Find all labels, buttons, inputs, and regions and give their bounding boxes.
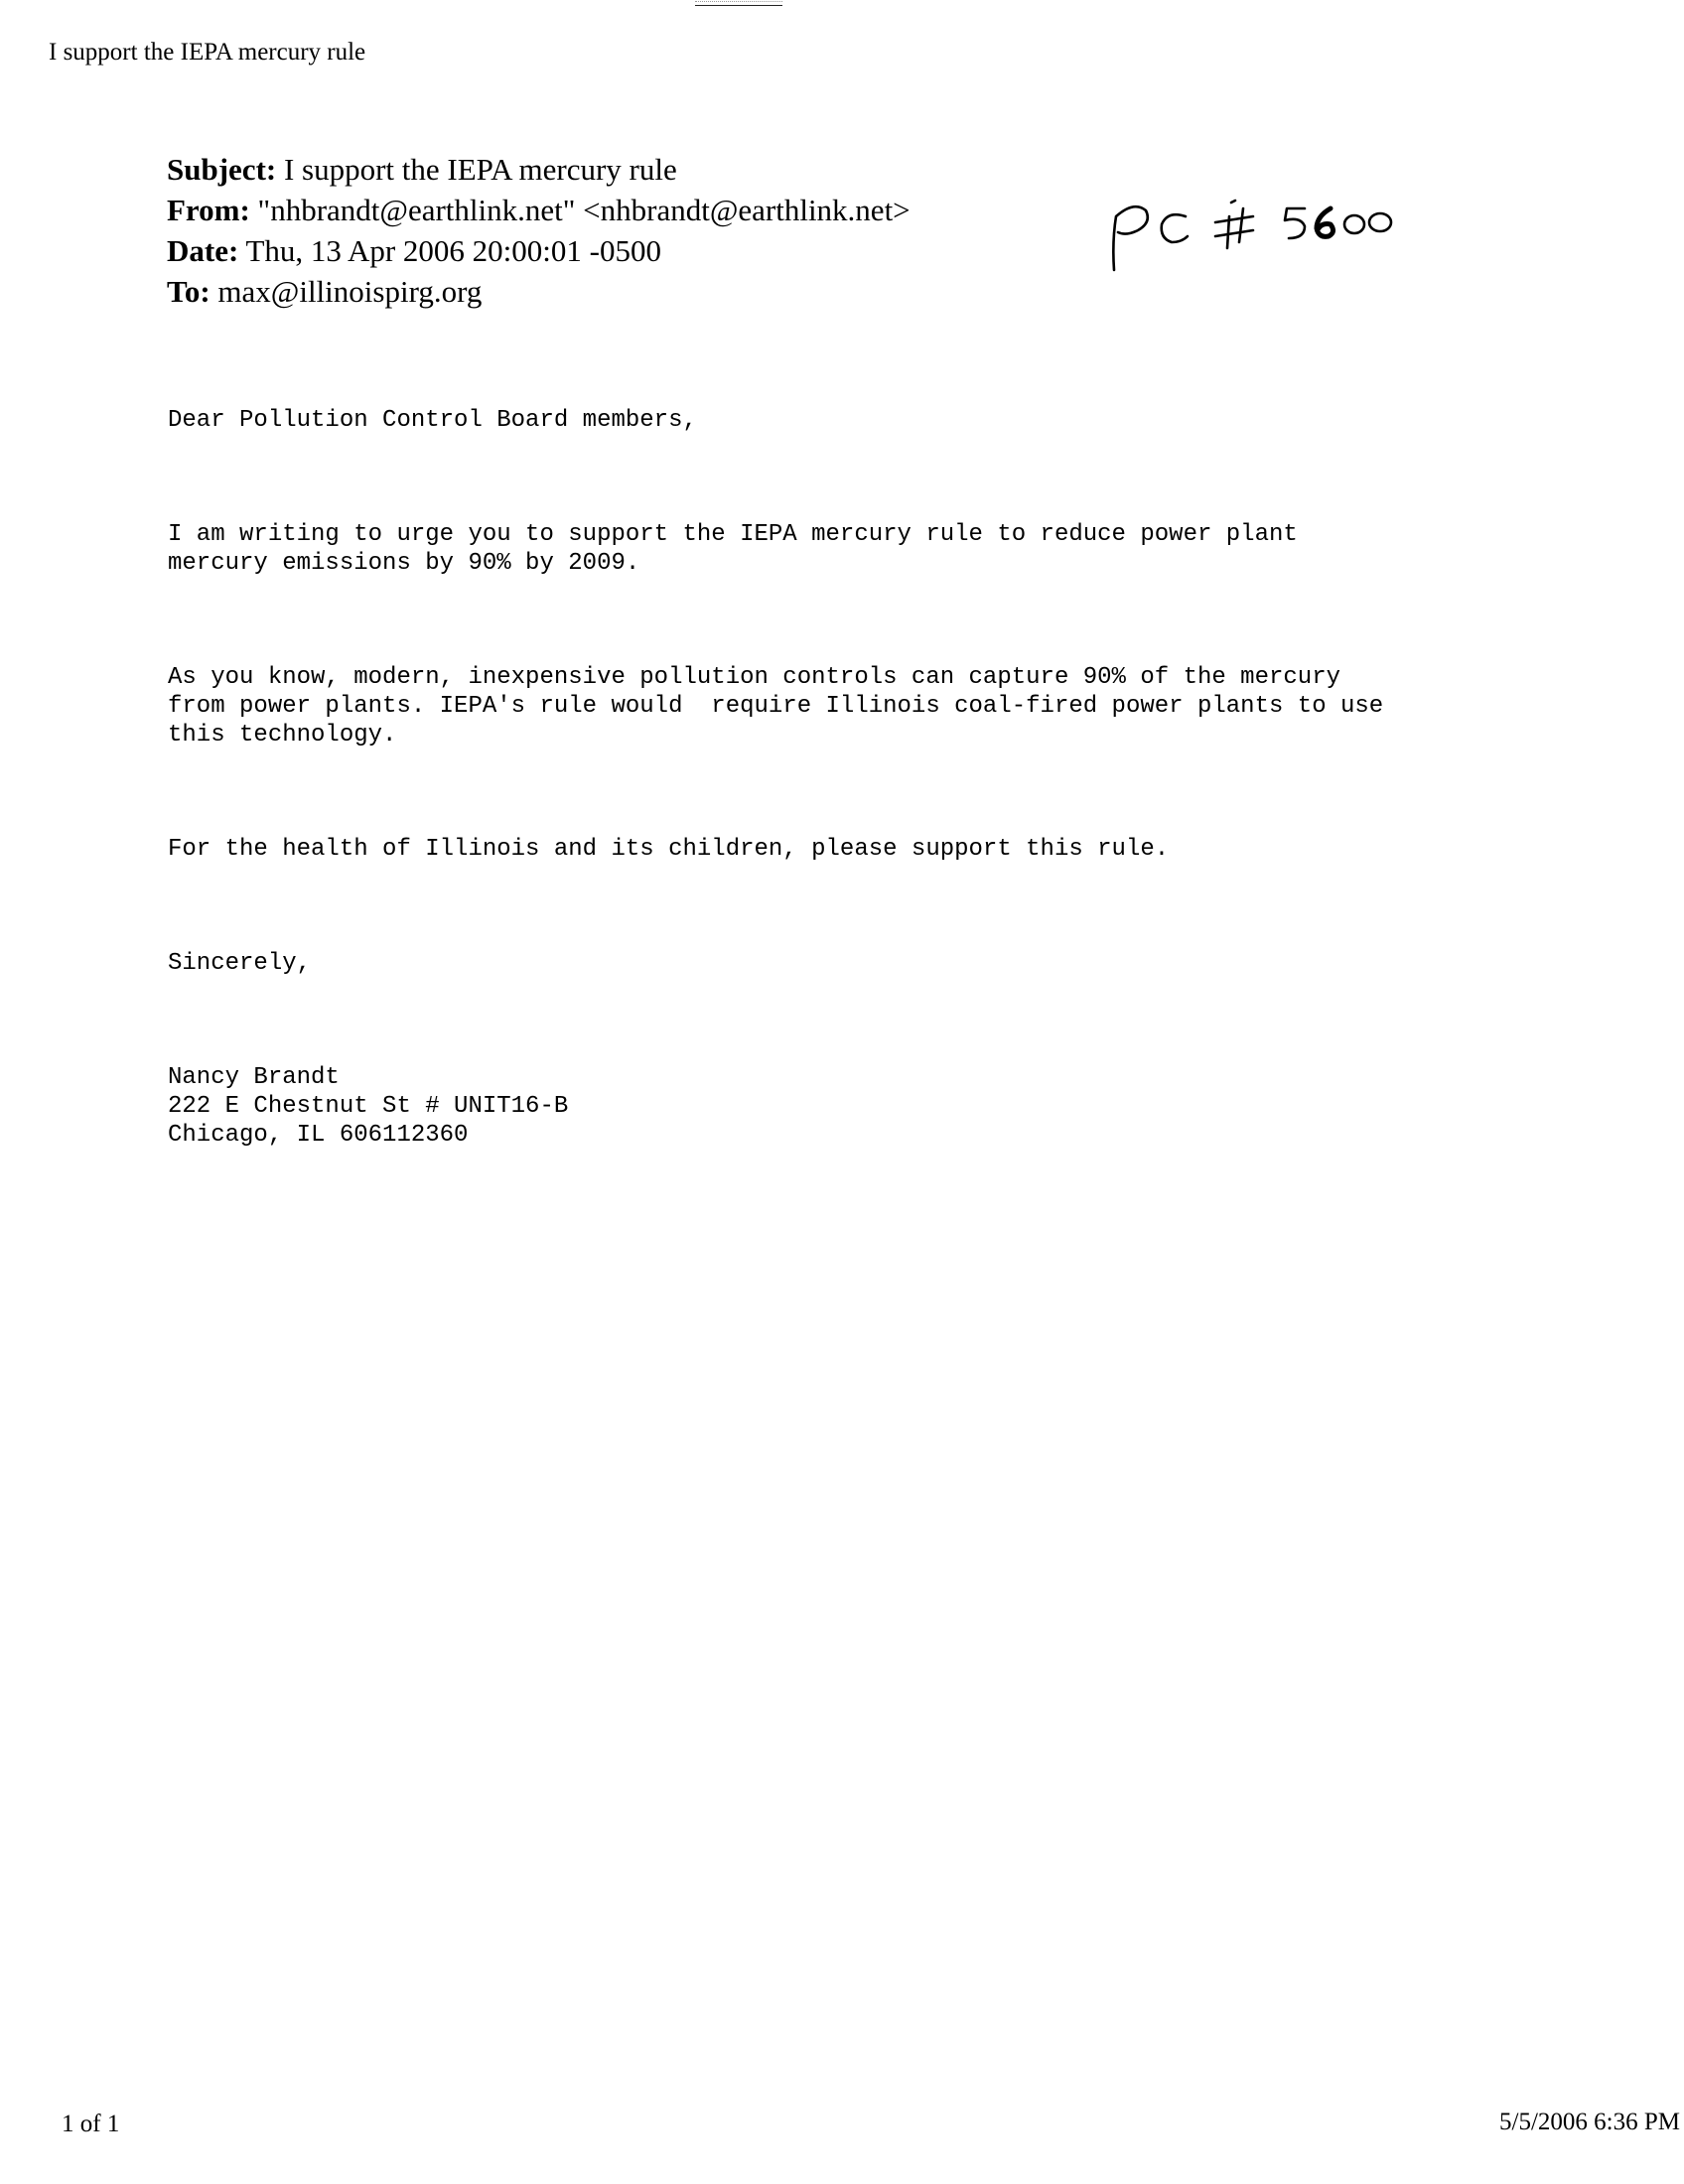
paragraph-1	[168, 520, 1383, 578]
to-label: To:	[167, 274, 210, 309]
page-header-title: I support the IEPA mercury rule	[49, 39, 366, 66]
to-row	[167, 271, 911, 312]
top-rule	[695, 5, 782, 6]
greeting-line: Dear Pollution Control Board members,	[168, 407, 697, 434]
to-value: max@illinoispirg.org	[217, 274, 483, 309]
print-timestamp: 5/5/2006 6:36 PM	[1499, 2109, 1680, 2135]
paragraph-2-line: As you know, modern, inexpensive pollution controls can capture 90% of the mercury	[168, 664, 1340, 691]
paragraph-2	[168, 663, 1383, 750]
paragraph-3	[168, 835, 1383, 864]
from-label: From:	[167, 193, 250, 227]
from-value: "nhbrandt@earthlink.net" <nhbrandt@earthlink.net>	[257, 193, 911, 227]
subject-row	[167, 149, 911, 190]
handwritten-stamp-drawing	[1110, 187, 1468, 286]
signature-block	[168, 1063, 1383, 1150]
paragraph-2-line: this technology.	[168, 722, 397, 749]
paragraph-1-line: I am writing to urge you to support the IEPA mercury rule to reduce power plant	[168, 521, 1298, 548]
email-body	[168, 348, 1383, 1206]
date-value: Thu, 13 Apr 2006 20:00:01 -0500	[245, 233, 661, 268]
closing	[168, 949, 1383, 978]
email-headers	[167, 149, 911, 312]
signature-street: 222 E Chestnut St # UNIT16-B	[168, 1093, 569, 1120]
greeting	[168, 406, 1383, 435]
date-label: Date:	[167, 233, 239, 268]
date-row	[167, 230, 911, 271]
paragraph-2-line: from power plants. IEPA's rule would require Illinois coal-fired power plants to use	[168, 693, 1384, 720]
paragraph-3-line: For the health of Illinois and its children, please support this rule.	[168, 836, 1170, 863]
page-count: 1 of 1	[62, 2111, 120, 2137]
signature-name: Nancy Brandt	[168, 1064, 340, 1091]
subject-label: Subject:	[167, 152, 277, 187]
handwritten-pc-number	[1110, 187, 1468, 286]
paragraph-1-line: mercury emissions by 90% by 2009.	[168, 550, 640, 577]
from-row	[167, 190, 911, 230]
top-dotted-rule	[695, 1, 782, 2]
closing-line: Sincerely,	[168, 950, 312, 977]
signature-city: Chicago, IL 606112360	[168, 1122, 469, 1149]
subject-value: I support the IEPA mercury rule	[283, 152, 677, 187]
